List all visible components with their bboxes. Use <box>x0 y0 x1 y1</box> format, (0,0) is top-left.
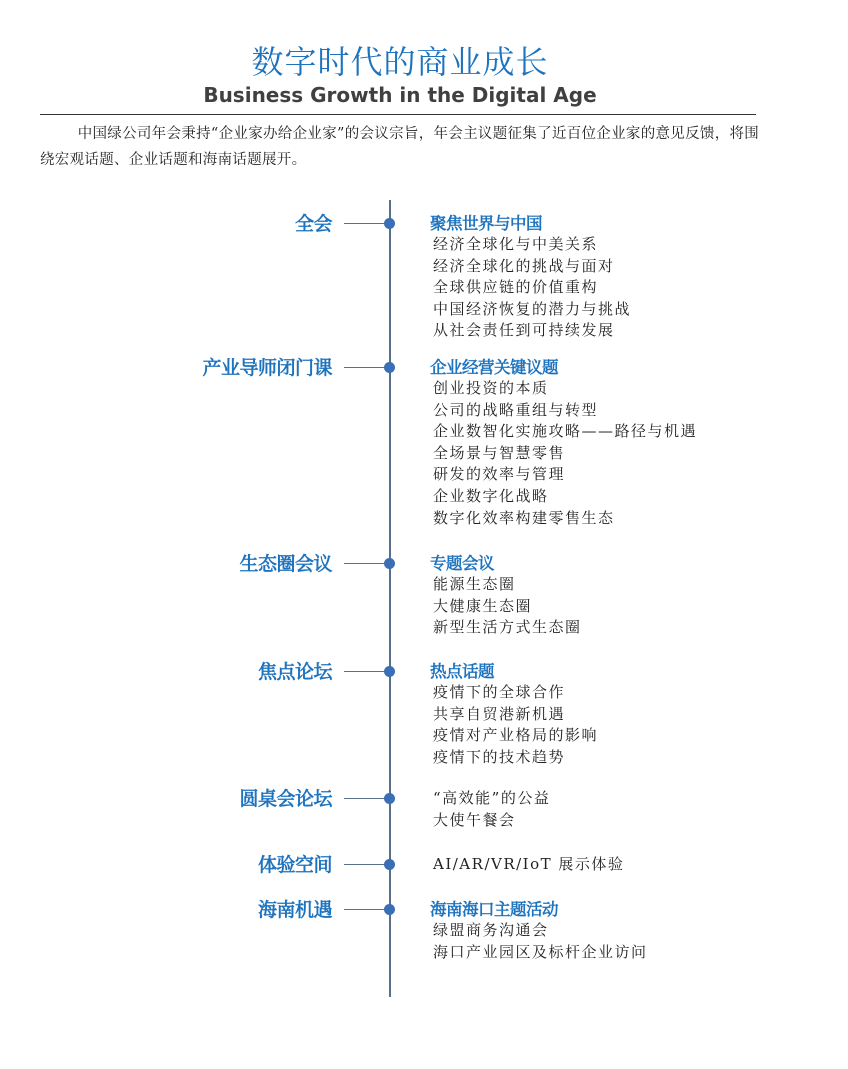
list-item: 大健康生态圈 <box>433 596 533 615</box>
list-item: 共享自贸港新机遇 <box>433 704 566 723</box>
section-items <box>433 920 648 963</box>
connector-line <box>344 909 389 910</box>
section-heading: 企业经营关键议题 <box>430 358 558 377</box>
timeline-dot <box>384 666 395 677</box>
section-label: 产业导师闭门课 <box>202 357 332 379</box>
list-item: 从社会责任到可持续发展 <box>433 321 615 340</box>
section-heading: 专题会议 <box>430 554 494 573</box>
timeline-dot <box>384 793 395 804</box>
list-item: 创业投资的本质 <box>433 379 549 397</box>
section-label: 圆桌会论坛 <box>239 788 332 810</box>
list-item: 企业数字化战略 <box>433 486 549 505</box>
list-item: 疫情下的全球合作 <box>433 683 566 701</box>
list-item: 经济全球化的挑战与面对 <box>433 256 615 275</box>
connector-line <box>344 671 389 672</box>
connector-line <box>344 563 389 564</box>
timeline-dot <box>384 558 395 569</box>
list-item: 新型生活方式生态圈 <box>433 618 582 637</box>
connector-line <box>344 223 389 224</box>
list-item: 全场景与智慧零售 <box>433 443 566 462</box>
list-item: 研发的效率与管理 <box>433 465 566 484</box>
section-items <box>433 378 697 529</box>
section-items <box>433 854 624 876</box>
list-item: 公司的战略重组与转型 <box>433 400 599 419</box>
list-item: 能源生态圈 <box>433 575 516 593</box>
list-item: 数字化效率构建零售生态 <box>433 508 615 527</box>
list-item: AI/AR/VR/IoT 展示体验 <box>433 855 625 873</box>
list-item: 海口产业园区及标杆企业访问 <box>433 942 648 961</box>
list-item: 经济全球化与中美关系 <box>433 235 599 253</box>
section-items <box>433 788 550 831</box>
list-item: 疫情对产业格局的影响 <box>433 726 599 745</box>
timeline-dot <box>384 362 395 373</box>
section-label: 焦点论坛 <box>257 661 332 683</box>
section-label: 全会 <box>294 213 332 235</box>
section-label: 体验空间 <box>257 854 332 876</box>
connector-line <box>344 798 389 799</box>
timeline-line <box>389 200 391 997</box>
section-heading: 聚焦世界与中国 <box>430 214 542 233</box>
section-items <box>433 574 582 639</box>
title-divider <box>40 114 756 115</box>
list-item: 全球供应链的价值重构 <box>433 278 599 297</box>
section-items <box>433 234 631 342</box>
intro-paragraph: 中国绿公司年会秉持“企业家办给企业家”的会议宗旨，年会主议题征集了近百位企业家的意见反馈，将围绕宏观话题、企业话题和海南话题展开。 <box>40 126 760 168</box>
connector-line <box>344 864 389 865</box>
section-label: 生态圈会议 <box>239 553 332 575</box>
list-item: 大使午餐会 <box>433 810 516 829</box>
connector-line <box>344 367 389 368</box>
list-item: 中国经济恢复的潜力与挑战 <box>433 299 632 318</box>
section-label: 海南机遇 <box>257 899 332 921</box>
section-items <box>433 682 598 768</box>
section-heading: 热点话题 <box>430 662 494 681</box>
section-heading: 海南海口主题活动 <box>430 900 558 919</box>
list-item: 企业数智化实施攻略——路径与机遇 <box>433 422 698 441</box>
timeline-dot <box>384 904 395 915</box>
list-item: 绿盟商务沟通会 <box>433 921 549 939</box>
list-item: “高效能”的公益 <box>433 789 551 807</box>
timeline-dot <box>384 859 395 870</box>
timeline-dot <box>384 218 395 229</box>
page-title-cn: 数字时代的商业成长 <box>251 43 549 81</box>
page-title-en: Business Growth in the Digital Age <box>203 83 597 107</box>
list-item: 疫情下的技术趋势 <box>433 747 566 766</box>
